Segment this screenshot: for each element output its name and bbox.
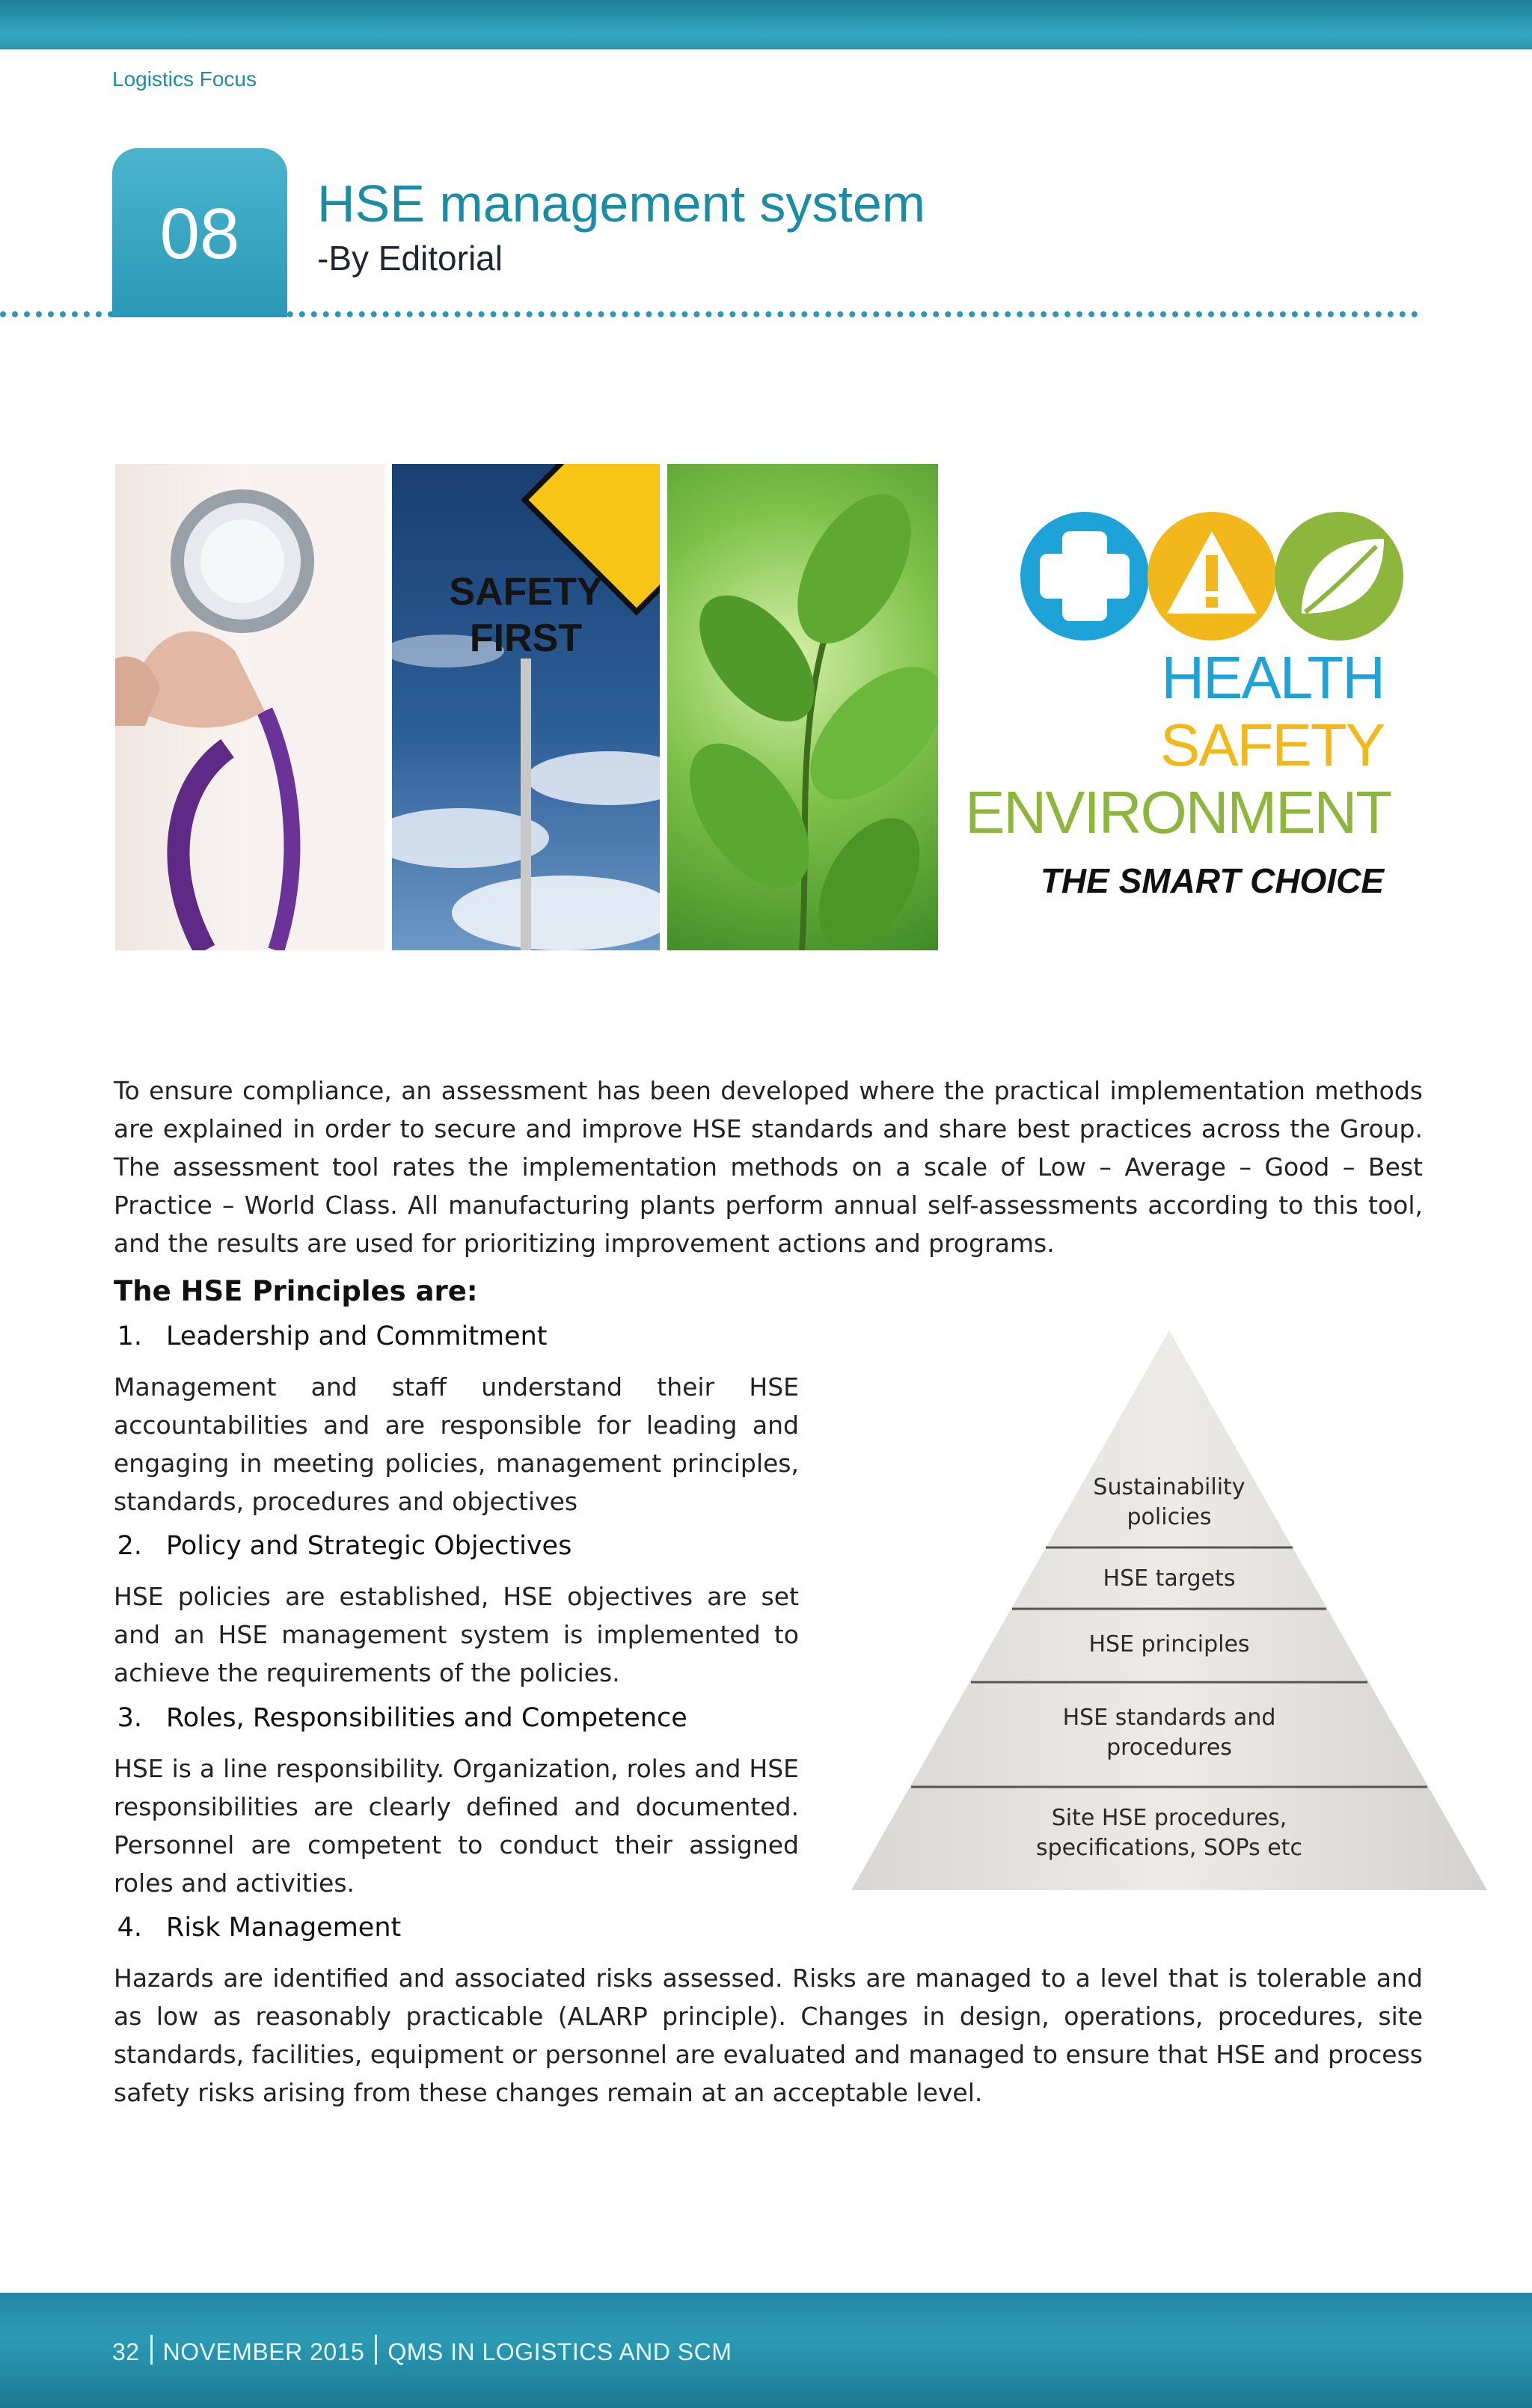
pyramid-level-5 [975, 1803, 1364, 1863]
principle-4-heading [87, 1913, 401, 1943]
pyramid-level-1-line1: Sustainability [1093, 1474, 1245, 1500]
principle-1-number: 1. [117, 1321, 142, 1351]
principle-2-heading [87, 1531, 572, 1561]
pyramid-level-2-line1: HSE targets [1103, 1565, 1236, 1592]
principle-2-text: HSE policies are established, HSE objectives are set and an HSE management system is implemented to achieve the requirements of the policies. [114, 1582, 799, 1687]
principle-4-text: Hazards are identified and associated risks assessed. Risks are managed to a level that is tolerable and as low as reasonably practicable (ALARP principle). Changes in design, operations, procedures, site standards, facilities, equipment or personnel are evaluated and managed to ensure that HSE and process safety risks arising from these changes remain at an acceptable level. [114, 1964, 1423, 2107]
pyramid-level-3-line1: HSE principles [1088, 1631, 1250, 1657]
logo-safety-text: SAFETY [1159, 712, 1384, 778]
footer-text [112, 2335, 732, 2366]
principle-1-title: Leadership and Commitment [166, 1321, 548, 1351]
article-byline: -By Editorial [317, 239, 503, 278]
article-title: HSE management system [317, 174, 926, 233]
hse-pyramid-diagram [851, 1330, 1487, 1892]
safety-sign-line2: FIRST [469, 617, 583, 660]
principle-1-text: Management and staff understand their HSE accountabilities and are responsible for leading and engaging in meeting policies, management principles, standards, procedures and objectives [114, 1372, 799, 1516]
pyramid-level-4-line2: procedures [1106, 1735, 1232, 1761]
publication-name: QMS IN LOGISTICS AND SCM [387, 2338, 732, 2365]
principle-4-title: Risk Management [166, 1913, 402, 1943]
logo-health-text: HEALTH [1161, 644, 1384, 711]
principle-3-title: Roles, Responsibilities and Competence [166, 1703, 687, 1733]
leaf-icon [667, 464, 938, 950]
principle-3-text: HSE is a line responsibility. Organization, roles and HSE responsibilities are clearly defined and documented. Personnel are competent to conduct their assigned roles and activities. [114, 1754, 799, 1898]
intro-paragraph: To ensure compliance, an assessment has been developed where the practical implementation methods are explained in order to secure and improve HSE standards and share best practices across the Group. The assessment tool rates the implementation methods on a scale of Low – Average – Good – Best Practice – World Class. All manufacturing plants perform annual self-assessments according to this tool, and the results are used for prioritizing improvement actions and programs. [114, 1076, 1423, 1258]
principle-3-heading [87, 1703, 687, 1733]
page-number: 32 [112, 2338, 140, 2365]
safety-sign-line1: SAFETY [449, 570, 603, 614]
footer-separator [150, 2335, 153, 2365]
hse-logo [965, 494, 1414, 913]
pyramid-level-5-line1: Site HSE procedures, [1051, 1805, 1287, 1831]
logo-environment-text: ENVIRONMENT [965, 779, 1391, 846]
chapter-number: 08 [159, 194, 240, 274]
stethoscope-icon [115, 464, 384, 950]
logo-tagline: THE SMART CHOICE [1040, 861, 1384, 900]
stethoscope-image [115, 464, 384, 950]
principle-2-number: 2. [117, 1531, 142, 1561]
principle-4-number: 4. [117, 1913, 142, 1943]
green-leaf-image [667, 464, 938, 950]
safety-first-sign-image [392, 464, 660, 950]
footer-separator [375, 2335, 377, 2365]
issue-date: NOVEMBER 2015 [162, 2338, 365, 2365]
principle-2-title: Policy and Strategic Objectives [166, 1531, 572, 1561]
pyramid-level-4 [975, 1703, 1364, 1763]
pyramid-level-1 [975, 1473, 1364, 1532]
top-banner [0, 0, 1532, 49]
pyramid-level-1-line2: policies [1127, 1504, 1212, 1530]
safety-sign-text [392, 569, 660, 661]
pyramid-level-2 [975, 1564, 1364, 1594]
principles-heading: The HSE Principles are: [114, 1275, 478, 1307]
pyramid-level-4-line1: HSE standards and [1062, 1705, 1276, 1731]
section-label: Logistics Focus [112, 67, 257, 91]
principle-3-number: 3. [117, 1703, 142, 1733]
pyramid-level-3 [975, 1630, 1364, 1660]
pyramid-level-5-line2: specifications, SOPs etc [1035, 1835, 1302, 1861]
dotted-divider [0, 311, 1418, 317]
principle-1-heading [87, 1321, 547, 1351]
